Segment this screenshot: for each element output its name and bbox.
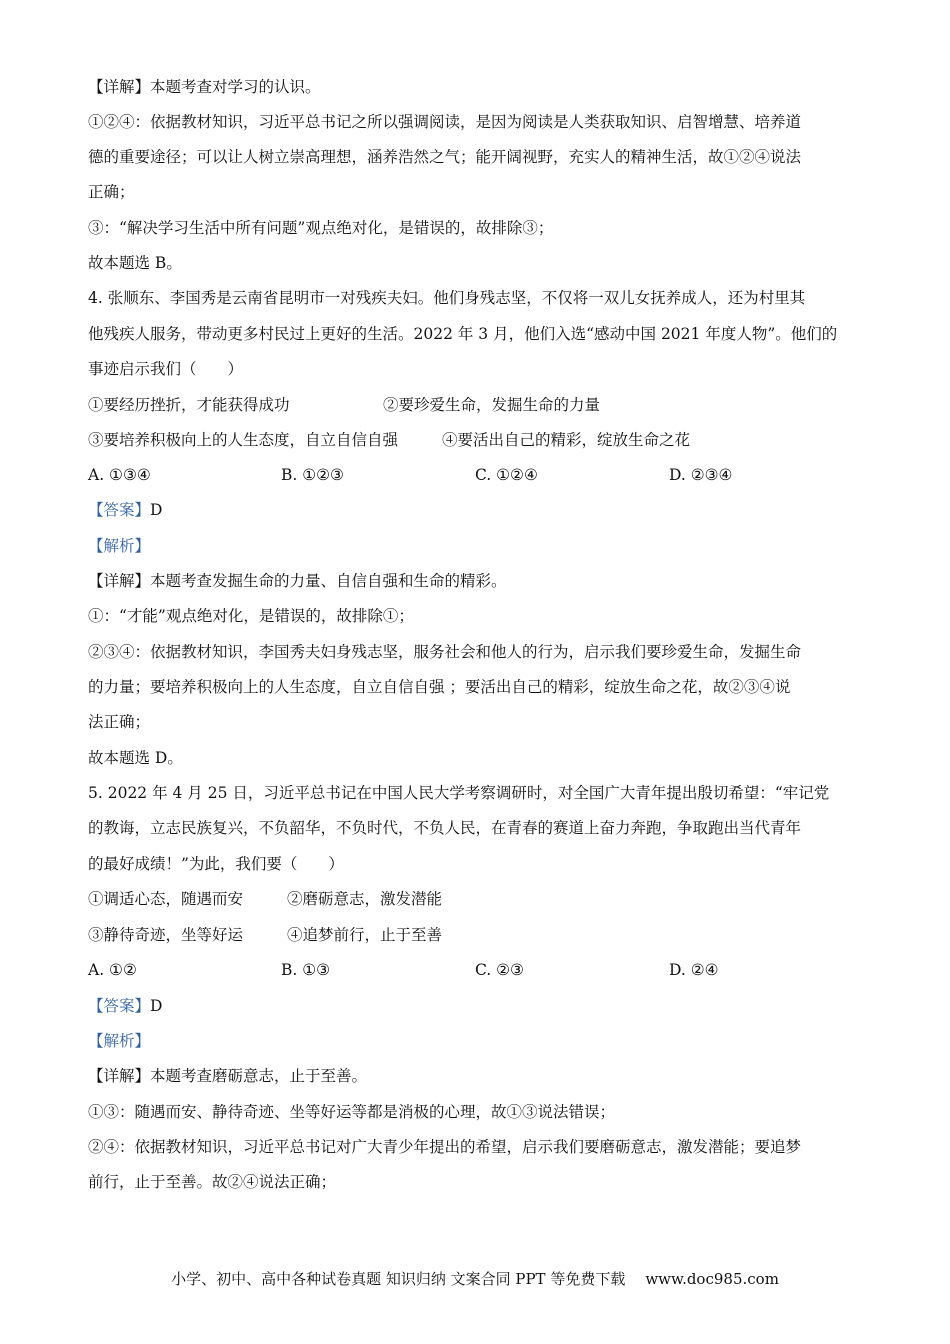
detail-text: 本题考查发掘生命的力量、自信自强和生命的精彩。 [150, 572, 507, 590]
q5-option-d: D. ②④ [669, 961, 719, 979]
q3-detail-conclusion: 故本题选 B。 [88, 254, 182, 272]
q4-stem-line: 事迹启示我们（ ） [88, 360, 244, 378]
q4-option-a: A. ①③④ [88, 466, 151, 484]
q4-stem-line: 他残疾人服务，带动更多村民过上更好的生活。2022 年 3 月，他们入选“感动中国 2021 年度人物”。他们的 [88, 325, 838, 343]
page-footer [0, 1268, 950, 1289]
q4-detail-conclusion: 故本题选 D。 [88, 749, 183, 767]
detail-tag: 【详解】 [88, 1067, 151, 1085]
answer-value: D [150, 501, 163, 519]
q5-stem-line: 5. 2022 年 4 月 25 日，习近平总书记在中国人民大学考察调研时，对全国广大青年提出殷切希望：“牢记党 [88, 784, 830, 802]
q4-statement-2: ②要珍爱生命，发掘生命的力量 [383, 396, 601, 414]
q5-option-b: B. ①③ [281, 961, 331, 979]
q4-detail-line: 法正确； [88, 713, 151, 731]
q5-option-a: A. ①② [88, 961, 137, 979]
q5-statement-1: ①调适心态，随遇而安 [88, 890, 244, 908]
q3-detail-intro [88, 77, 321, 97]
q5-detail-intro [88, 1066, 367, 1086]
q5-stem-line: 的最好成绩！”为此，我们要（ ） [88, 855, 344, 873]
q3-detail-line: 德的重要途径；可以让人树立崇高理想，涵养浩然之气；能开阔视野，充实人的精神生活，故①②④说法 [88, 148, 802, 166]
q5-detail-line: 前行，止于至善。故②④说法正确； [88, 1173, 337, 1191]
q5-analysis-tag: 【解析】 [88, 1032, 151, 1050]
q5-statement-2: ②磨砺意志，激发潜能 [287, 890, 443, 908]
q3-detail-line: 正确； [88, 183, 135, 201]
answer-value: D [150, 997, 163, 1015]
answer-tag: 【答案】 [88, 997, 151, 1015]
q5-detail-line: ①③：随遇而安、静待奇迹、坐等好运等都是消极的心理，故①③说法错误； [88, 1103, 616, 1121]
q5-statement-3: ③静待奇迹，坐等好运 [88, 926, 244, 944]
q4-statement-3: ③要培养积极向上的人生态度，自立自信自强 [88, 431, 399, 449]
detail-text: 本题考查磨砺意志，止于至善。 [150, 1067, 368, 1085]
q5-statement-4: ④追梦前行，止于至善 [287, 926, 443, 944]
q5-stem-line: 的教诲，立志民族复兴，不负韶华，不负时代，不负人民，在青春的赛道上奋力奔跑，争取跑出当代青年 [88, 819, 802, 837]
q4-detail-line: 的力量；要培养积极向上的人生态度，自立自信自强 ；要活出自己的精彩，绽放生命之花，故②③④说 [88, 678, 791, 696]
q4-statement-4: ④要活出自己的精彩，绽放生命之花 [442, 431, 691, 449]
q4-analysis-tag: 【解析】 [88, 537, 151, 555]
q5-option-c: C. ②③ [475, 961, 524, 979]
detail-tag: 【详解】 [88, 78, 151, 96]
footer-link[interactable]: www.doc985.com [645, 1270, 779, 1288]
q5-answer [88, 996, 162, 1016]
q5-detail-line: ②④：依据教材知识，习近平总书记对广大青少年提出的希望，启示我们要磨砺意志，激发潜能；要追梦 [88, 1138, 802, 1156]
q4-detail-line: ②③④：依据教材知识，李国秀夫妇身残志坚，服务社会和他人的行为，启示我们要珍爱生命，发掘生命 [88, 643, 802, 661]
q4-statement-1: ①要经历挫折，才能获得成功 [88, 396, 290, 414]
q4-option-c: C. ①②④ [475, 466, 538, 484]
q4-detail-intro [88, 571, 507, 591]
detail-text: 本题考查对学习的认识。 [150, 78, 321, 96]
footer-text: 小学、初中、高中各种试卷真题 知识归纳 文案合同 PPT 等免费下载 [171, 1270, 626, 1288]
q4-stem-line: 4. 张顺东、李国秀是云南省昆明市一对残疾夫妇。他们身残志坚，不仅将一双儿女抚养成人，还为村里其 [88, 289, 806, 307]
q3-detail-line: ③：“解决学习生活中所有问题”观点绝对化，是错误的，故排除③； [88, 219, 554, 237]
answer-tag: 【答案】 [88, 501, 151, 519]
q4-option-d: D. ②③④ [669, 466, 733, 484]
q4-option-b: B. ①②③ [281, 466, 344, 484]
detail-tag: 【详解】 [88, 572, 151, 590]
q4-detail-line: ①：“才能”观点绝对化，是错误的，故排除①； [88, 607, 414, 625]
q4-answer [88, 500, 162, 520]
q3-detail-line: ①②④：依据教材知识，习近平总书记之所以强调阅读，是因为阅读是人类获取知识、启智增慧、培养道 [88, 113, 802, 131]
